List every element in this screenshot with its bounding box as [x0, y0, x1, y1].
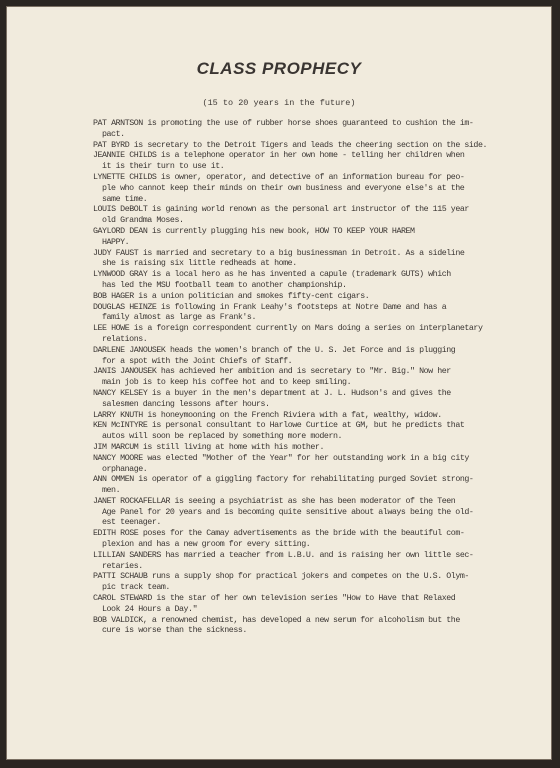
prophecy-entry — [93, 205, 493, 227]
prophecy-entry-line: she is raising six little redheads at home. — [102, 259, 297, 269]
prophecy-entry-line: cure is worse than the sickness. — [102, 626, 247, 636]
prophecy-entry — [93, 594, 493, 616]
prophecy-entry-line: retaries. — [102, 561, 143, 571]
prophecy-entry-line: Age Panel for 20 years and is becoming quite sensitive about always being the old- — [102, 507, 474, 517]
prophecy-entry — [93, 270, 493, 292]
prophecy-entry-line: JIM MARCUM is still living at home with his mother. — [93, 442, 324, 452]
prophecy-entry-line: BOB HAGER is a union politician and smokes fifty-cent cigars. — [93, 291, 370, 301]
prophecy-entry-line: family almost as large as Frank's. — [102, 313, 256, 323]
prophecy-entry-line: orphanage. — [102, 464, 148, 474]
prophecy-entry-line: pic track team. — [102, 583, 170, 593]
prophecy-entry — [93, 303, 493, 325]
prophecy-entry-line: pact. — [102, 129, 125, 139]
prophecy-entry-line: LOUIS DeBOLT is gaining world renown as the personal art instructor of the 115 year — [93, 205, 469, 215]
prophecy-entry — [93, 411, 493, 422]
prophecy-entry-line: autos will soon be replaced by something more modern. — [102, 432, 343, 442]
prophecy-entry-line: JANIS JANOUSEK has achieved her ambition and is secretary to "Mr. Big." Now her — [93, 367, 451, 377]
prophecy-entry — [93, 119, 493, 141]
prophecy-entry — [93, 346, 493, 368]
prophecy-entry — [93, 551, 493, 573]
prophecy-entry — [93, 151, 493, 173]
prophecy-entry-line: DARLENE JANOUSEK heads the women's branch of the U. S. Jet Force and is plugging — [93, 345, 456, 355]
prophecy-entry — [93, 249, 493, 271]
prophecy-entry-line: JANET ROCKAFELLAR is seeing a psychiatrist as she has been moderator of the Teen — [93, 496, 456, 506]
prophecy-entry-line: EDITH ROSE poses for the Camay advertisements as the bride with the beautiful com- — [93, 529, 465, 539]
prophecy-entry-line: GAYLORD DEAN is currently plugging his new book, HOW TO KEEP YOUR HAREM — [93, 226, 415, 236]
prophecy-entry — [93, 497, 493, 529]
prophecy-entry-line: LYNETTE CHILDS is owner, operator, and detective of an information bureau for peo- — [93, 172, 465, 182]
prophecy-entry-line: HAPPY. — [102, 237, 130, 247]
prophecy-entry — [93, 227, 493, 249]
prophecy-entry — [93, 616, 493, 638]
prophecy-entry-line: KEN McINTYRE is personal consultant to Harlowe Curtice at GM, but he predicts that — [93, 421, 465, 431]
prophecy-entry-line: JUDY FAUST is married and secretary to a big businessman in Detroit. As a sideline — [93, 248, 465, 258]
prophecy-entry-line: same time. — [102, 194, 148, 204]
prophecy-entry-line: main job is to keep his coffee hot and to keep smiling. — [102, 378, 352, 388]
prophecy-entry — [93, 475, 493, 497]
prophecy-entry — [93, 389, 493, 411]
prophecy-entry-line: Look 24 Hours a Day." — [102, 604, 198, 614]
prophecy-entry — [93, 173, 493, 205]
prophecy-entry — [93, 454, 493, 476]
prophecy-entry-line: PAT ARNTSON is promoting the use of rubber horse shoes guaranteed to cushion the im- — [93, 119, 474, 128]
prophecy-entry-line: est teenager. — [102, 518, 161, 528]
prophecy-entry — [93, 443, 493, 454]
prophecy-entry — [93, 529, 493, 551]
prophecy-entry-line: it is their turn to use it. — [102, 162, 225, 172]
prophecy-entry-line: NANCY MOORE was elected "Mother of the Year" for her outstanding work in a big city — [93, 453, 469, 463]
prophecy-entry — [93, 141, 493, 152]
prophecy-entry-line: LEE HOWE is a foreign correspondent currently on Mars doing a series on interplanetary — [93, 324, 483, 334]
prophecy-entry-line: for a spot with the Joint Chiefs of Staff. — [102, 356, 293, 366]
prophecy-entry-line: old Grandma Moses. — [102, 216, 184, 226]
prophecy-entry-line: BOB VALDICK, a renowned chemist, has developed a new serum for alcoholism but the — [93, 615, 460, 625]
page-subtitle: (15 to 20 years in the future) — [202, 98, 356, 108]
prophecy-entry-line: PATTI SCHAUB runs a supply shop for practical jokers and competes on the U.S. Olym- — [93, 572, 469, 582]
prophecy-entry — [93, 367, 493, 389]
page-title: CLASS PROPHECY — [196, 59, 362, 78]
prophecy-entry-line: LARRY KNUTH is honeymooning on the French Riviera with a fat, wealthy, widow. — [93, 410, 442, 420]
prophecy-entry — [93, 572, 493, 594]
prophecy-entry-line: men. — [102, 486, 121, 496]
prophecy-entry — [93, 421, 493, 443]
prophecy-entry-line: JEANNIE CHILDS is a telephone operator in her own home - telling her children when — [93, 151, 465, 161]
yearbook-page — [6, 6, 552, 760]
prophecy-entry-line: plexion and has a new groom for every sitting. — [102, 540, 311, 550]
prophecy-entry-line: has led the MSU football team to another championship. — [102, 280, 347, 290]
prophecy-entry-line: salesmen dancing lessons after hours. — [102, 399, 270, 409]
prophecy-entry — [93, 292, 493, 303]
prophecy-entry-line: CAROL STEWARD is the star of her own television series "How to Have that Relaxed — [93, 594, 456, 604]
prophecy-entry-line: LYNWOOD GRAY is a local hero as he has invented a capule (trademark GUTS) which — [93, 270, 451, 280]
prophecy-entry-line: PAT BYRD is secretary to the Detroit Tigers and leads the cheering section on the side. — [93, 140, 488, 150]
prophecy-entry-line: relations. — [102, 334, 148, 344]
prophecy-list — [93, 119, 493, 637]
prophecy-entry-line: LILLIAN SANDERS has married a teacher from L.B.U. and is raising her own little sec- — [93, 550, 474, 560]
prophecy-entry — [93, 324, 493, 346]
prophecy-entry-line: DOUGLAS HEINZE is following in Frank Leahy's footsteps at Notre Dame and has a — [93, 302, 447, 312]
prophecy-entry-line: ple who cannot keep their minds on their own business and everyone else's at the — [102, 183, 465, 193]
prophecy-entry-line: ANN OMMEN is operator of a giggling factory for rehabilitating purged Soviet strong- — [93, 475, 474, 485]
prophecy-entry-line: NANCY KELSEY is a buyer in the men's department at J. L. Hudson's and gives the — [93, 388, 451, 398]
